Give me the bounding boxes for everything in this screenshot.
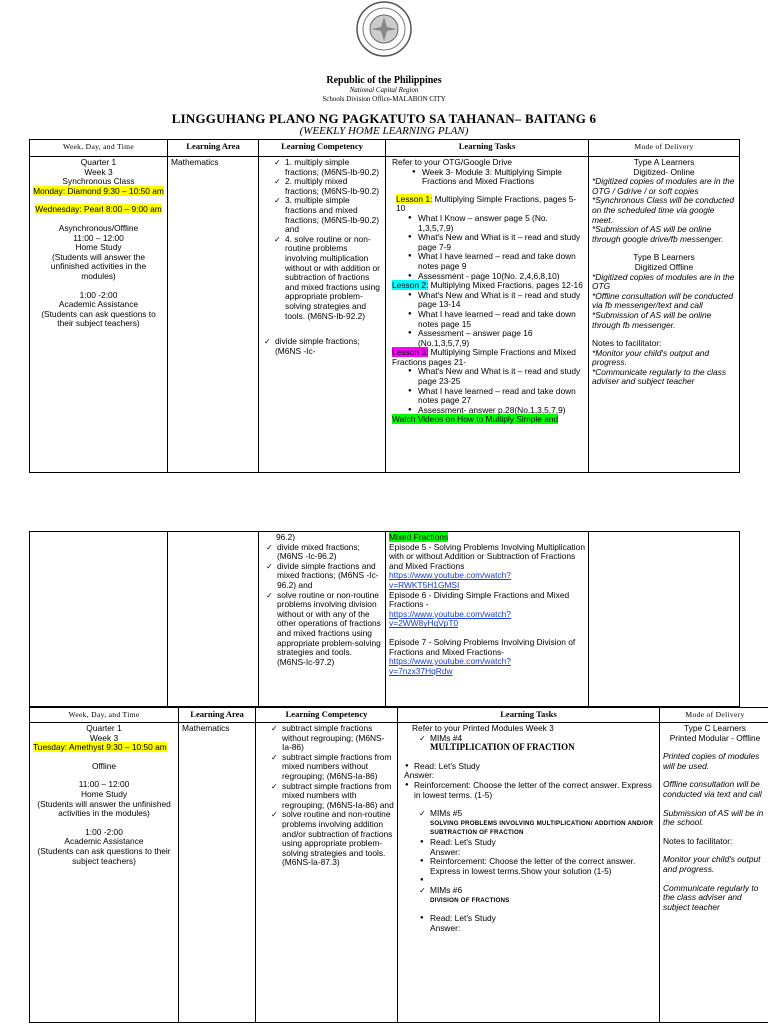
- day-cell: [30, 723, 179, 1023]
- competency-item: ✓ solve routine and non-routine problems involving addition and/or subtraction of fractions using appropriate problem-solving strategies and tools. (M6NS-Ia-87.3): [282, 810, 394, 868]
- competency-item: ✓ divide simple fractions and mixed fractions; (M6NS -Ic-96.2) and: [277, 562, 382, 591]
- region-line: National Capital Region: [349, 86, 419, 94]
- lesson-item: ● Assessment- answer p.28(No.1,3,5,7,9): [418, 406, 585, 416]
- answer-label: Answer:: [430, 846, 461, 857]
- home-study-label: Home Study: [75, 242, 122, 253]
- episode-5-link[interactable]: https://www.youtube.com/watch?: [389, 570, 511, 581]
- plan-table-continued: [29, 531, 740, 707]
- col-tasks: Learning Tasks: [386, 140, 589, 157]
- day-cell: [30, 157, 168, 473]
- day-cell-empty: [30, 532, 168, 707]
- lesson-item: ● What's New and What is it – read and study page 13-14: [418, 291, 585, 310]
- typeC-note: Submission of AS will be in the school.: [663, 807, 764, 828]
- typeB-note: *Offline consultation will be conducted via fb messenger/text and call: [592, 290, 734, 311]
- plan-table-top: [29, 139, 740, 473]
- tasks-intro: Refer to your OTG/Google Drive: [392, 157, 513, 167]
- typeB-note: *Digitized copies of modules are in the OTG: [592, 271, 735, 292]
- offline-label: Offline: [91, 760, 117, 771]
- typeA-note: *Submission of AS will be online through google drive/fb messenger.: [592, 224, 724, 244]
- area-cell-empty: [168, 532, 259, 707]
- lesson-item: ● What's New and What is it – read and study page 23-25: [418, 367, 585, 386]
- lesson-item: ● What I have learned – read and take down notes page 27: [418, 387, 585, 406]
- delivery-cell: [660, 723, 768, 1023]
- answer-label: Answer:: [430, 922, 461, 933]
- delivery-cell: [589, 157, 740, 473]
- home-study-desc: (Students will answer the unfinished activities in the modules): [50, 251, 147, 281]
- lesson3-tag: Lesson 3:: [392, 347, 429, 358]
- competency-item: ✓ 3. multiple simple fractions and mixed fractions; (M6NS-Ib-90.2) and: [285, 196, 382, 234]
- time-academic: 1:00 -2:00: [79, 289, 118, 300]
- mixed-fractions-line: Mixed Fractions: [389, 532, 449, 542]
- mim5-label: ✓ MIMs #5: [430, 809, 656, 819]
- typeA-note: *Digitized copies of modules are in the OTG / Gdrive / or soft copies: [592, 176, 735, 196]
- mim6-title: DIVISION OF FRACTIONS: [430, 896, 510, 904]
- typeC-label: Type C Learners: [684, 723, 746, 733]
- competency-cell: [259, 157, 386, 473]
- reinforcement-item: ● Reinforcement: Choose the letter of the correct answer. Express in lowest terms. (1-5): [414, 781, 656, 800]
- lesson-item: ● What's New and What is it – read and study page 7-9: [418, 233, 585, 252]
- typeC-mode: Printed Modular - Offline: [669, 732, 761, 743]
- tasks-cell: [398, 723, 660, 1023]
- time-academic: 1:00 -2:00: [85, 826, 123, 837]
- col-competency: Learning Competency: [259, 140, 386, 157]
- academic-label: Academic Assistance: [58, 299, 139, 310]
- episode-5-link-id[interactable]: v=RWKT5H1GMSI: [389, 579, 460, 590]
- lesson1-title: Multiplying Simple Fractions, pages 5-10: [396, 193, 577, 214]
- lesson-item: ● Assessment – answer page 16 (No.1,3,5,7,9): [418, 329, 585, 348]
- facilitator-label: Notes to facilitator:: [592, 338, 662, 349]
- mim4-title: MULTIPLICATION OF FRACTION: [430, 742, 575, 753]
- lesson1-tag: Lesson 1:: [396, 193, 433, 204]
- col-week: Week, Day, and Time: [30, 140, 168, 157]
- episode-6-link[interactable]: https://www.youtube.com/watch?: [389, 608, 511, 619]
- deped-seal-icon: [355, 0, 413, 58]
- academic-desc: (Students can ask questions to their subject teachers): [37, 845, 171, 866]
- episode-7: Episode 7 - Solving Problems Involving Division of Fractions and Mixed Fractions-: [389, 636, 576, 657]
- competency-cell: [259, 532, 386, 707]
- col-competency: Learning Competency: [256, 708, 398, 723]
- competency-continued: 96.2): [276, 532, 296, 542]
- col-delivery: Mode of Delivery: [660, 708, 768, 723]
- lesson3-title: Multiplying Simple Fractions and Mixed Fractions pages 21-: [392, 347, 576, 367]
- competency-item: ✓ subtract simple fractions from mixed numbers with regrouping; (M6NS-Ia-86) and: [282, 782, 394, 811]
- read-item: ● Read: Let's Study: [414, 762, 656, 772]
- col-area: Learning Area: [179, 708, 256, 723]
- tasks-intro: Refer to your Printed Modules Week 3: [412, 723, 554, 733]
- typeB-label: Type B Learners: [633, 252, 695, 263]
- week-label: Week 3: [89, 732, 119, 743]
- home-study-desc: (Students will answer the unfinished activities in the modules): [37, 798, 171, 819]
- plan-subtitle: (WEEKLY HOME LEARNING PLAN): [299, 125, 469, 137]
- plan-table-bottom: [29, 707, 768, 1023]
- area-value: Mathematics: [171, 157, 219, 167]
- competency-item: ✓ 4. solve routine or non-routine problems involving multiplication without or with addition or subtraction of fractions and mixed fractions using appropriate problem-solving strategies and tools. (M6NS-Ib-92.2): [285, 235, 382, 321]
- empty-bullet: [430, 876, 656, 886]
- tasks-cell: [386, 532, 589, 707]
- competency-item: ✓ subtract simple fractions from mixed numbers without regrouping; (M6NS-Ia-86): [282, 753, 394, 782]
- competency-item: ✓ divide mixed fractions; (M6NS -Ic-96.2): [277, 543, 382, 562]
- episode-5: Episode 5 - Solving Problems Involving Multiplication with or without Addition or Subtraction of Fractions and Mixed Fractions: [389, 541, 585, 571]
- time-home-study: 11:00 – 12:00: [73, 232, 124, 243]
- academic-desc: (Students can ask questions to their subject teachers): [41, 308, 156, 329]
- col-area: Learning Area: [168, 140, 259, 157]
- lesson-item: ● What I Know – answer page 5 (No. 1,3,5,7,9): [418, 214, 585, 233]
- lesson-item: ● What I have learned – read and take down notes page 15: [418, 310, 585, 329]
- week-label: Week 3: [84, 166, 113, 177]
- col-tasks: Learning Tasks: [398, 708, 660, 723]
- episode-6: Episode 6 - Dividing Simple Fractions and Mixed Fractions -: [389, 589, 570, 610]
- delivery-cell-empty: [589, 532, 740, 707]
- facilitator-note: Monitor your child's output and progress.: [663, 854, 761, 874]
- tasks-cell: [386, 157, 589, 473]
- mim5-title: SOLVING PROBLEMS INVOLVING MULTIPLICATION/ ADDITION AND/OR SUBTRACTION OF FRACTION: [430, 819, 654, 837]
- lesson-item: ● What I have learned – read and take down notes page 9: [418, 252, 585, 271]
- lesson2-title: Multiplying Mixed Fractions, pages 12-16: [428, 280, 583, 291]
- tuesday-schedule: Tuesday: Amethyst 9:30 – 10:50 am: [33, 742, 167, 753]
- competency-cell: [256, 723, 398, 1023]
- async-label: Asynchronous/Offline: [58, 222, 139, 233]
- quarter-label: Quarter 1: [80, 157, 117, 167]
- facilitator-note: *Communicate regularly to the class adviser and subject teacher: [592, 366, 727, 387]
- lesson-item: ● Assessment - page 10(No. 2,4,6,8,10): [418, 272, 585, 282]
- lesson2-tag: Lesson 2:: [392, 280, 429, 291]
- videos-line: Watch Videos on How to Multiply Simple and: [392, 414, 559, 425]
- episode-6-link-id[interactable]: v=2WW8yHqVpT0: [389, 618, 459, 629]
- read-item: ● Read: Let's Study: [430, 838, 656, 848]
- typeC-note: Offline consultation will be conducted via text and call: [663, 779, 762, 799]
- mim6-label: ✓ MIMs #6: [430, 886, 656, 896]
- area-cell: [168, 157, 259, 473]
- typeA-label: Type A Learners: [633, 157, 695, 167]
- area-cell: [179, 723, 256, 1023]
- typeB-note: *Submission of AS will be online through fb messenger.: [592, 309, 712, 330]
- time-home-study: 11:00 – 12:00: [78, 779, 130, 790]
- answer-label: Answer:: [404, 770, 435, 781]
- typeA-note: *Synchronous Class will be conducted on the scheduled time via google meet.: [592, 195, 734, 225]
- quarter-label: Quarter 1: [86, 723, 122, 733]
- sync-label: Synchronous Class: [62, 176, 135, 187]
- episode-7-link[interactable]: https://www.youtube.com/watch?: [389, 656, 511, 667]
- home-study-label: Home Study: [80, 788, 128, 799]
- monday-schedule: Monday: Diamond 9:30 – 10:50 am: [33, 185, 164, 196]
- col-week: Week, Day, and Time: [30, 708, 179, 723]
- competency-item: ✓ 1. multiply simple fractions; (M6NS-Ib-90.2): [285, 158, 382, 177]
- facilitator-note: Communicate regularly to the class adviser and subject teacher: [663, 882, 759, 912]
- episode-7-link-id[interactable]: v=7nzx37HqRdw: [389, 665, 453, 676]
- competency-item: ✓ 2. multiply mixed fractions; (M6NS-Ib-90.2): [285, 177, 382, 196]
- facilitator-note: *Monitor your child's output and progress.: [592, 347, 710, 368]
- competency-item: ✓ divide simple fractions; (M6NS -Ic-: [275, 337, 382, 356]
- republic-line: Republic of the Philippines: [326, 75, 442, 86]
- area-value: Mathematics: [182, 723, 230, 733]
- academic-label: Academic Assistance: [64, 836, 144, 847]
- competency-item: ✓ solve routine or non-routine problems involving division without or with any of the other operations of fractions and mixed fractions using appropriate problem-solving strategies and tools. (M6NS-Ic-97.2): [277, 591, 382, 668]
- wednesday-schedule: Wednesday: Pearl 8:00 – 9:00 am: [35, 204, 162, 215]
- competency-item: ✓ subtract simple fractions without regrouping; (M6NS-Ia-86): [282, 724, 394, 753]
- typeA-mode: Digitized- Online: [633, 166, 695, 177]
- facilitator-label: Notes to facilitator:: [663, 835, 733, 846]
- tasks-week-item: ● Week 3- Module 3: Multiplying Simple Fractions and Mixed Fractions: [422, 168, 585, 187]
- col-delivery: Mode of Delivery: [589, 140, 740, 157]
- plan-title: LINGGUHANG PLANO NG PAGKATUTO SA TAHANAN– BAITANG 6: [171, 111, 597, 126]
- typeC-note: Printed copies of modules will be used.: [663, 751, 760, 771]
- mim4-label: ✓ MIMs #4: [430, 734, 656, 744]
- typeB-mode: Digitized Offline: [634, 261, 694, 272]
- read-item: ● Read: Let's Study: [430, 914, 656, 924]
- reinforcement-item: ● Reinforcement: Choose the letter of the correct answer. Express in lowest terms.Show your solution (1-5): [430, 857, 656, 876]
- division-line: Schools Division Office-MALABON CITY: [322, 95, 446, 103]
